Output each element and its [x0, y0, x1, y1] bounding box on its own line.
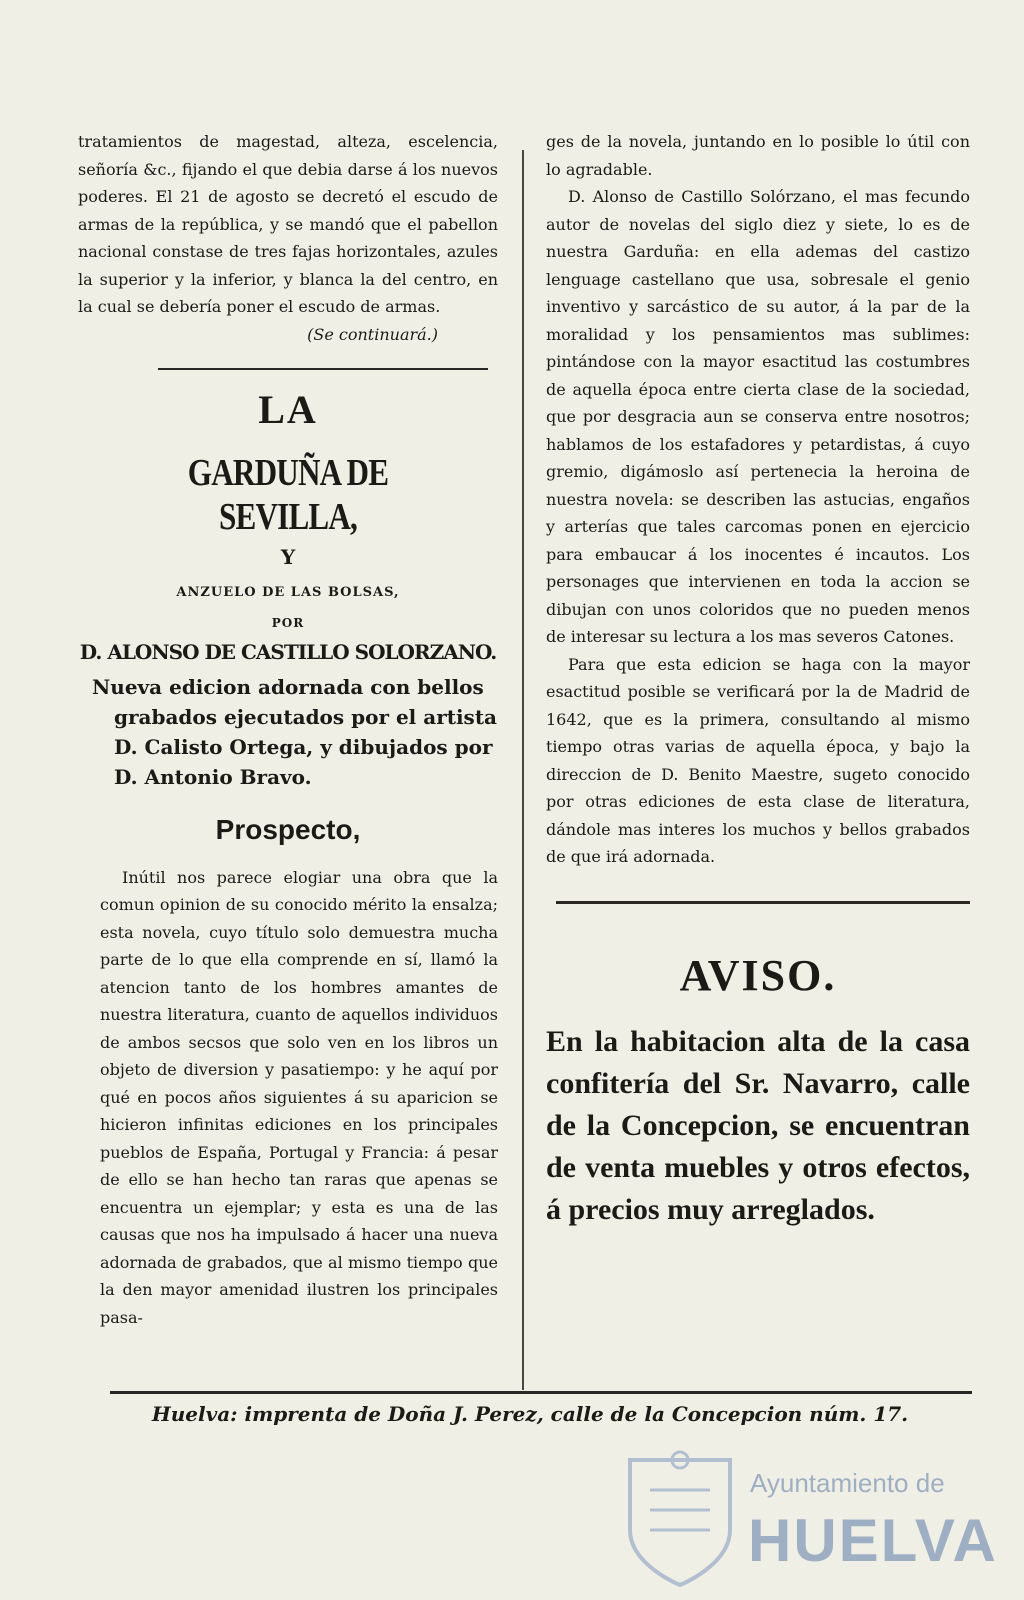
left-column — [78, 128, 498, 1331]
book-title-la: LA — [258, 386, 318, 432]
imprint-line: Huelva: imprenta de Doña J. Perez, calle de la Concepcion núm. 17. — [151, 1402, 909, 1426]
castillo-paragraph: D. Alonso de Castillo Solórzano, el mas fecundo autor de novelas del siglo diez y siete, lo es de nuestra Garduña: en ella ademas del castizo lenguage castellano que usa, sobresale el genio inventivo y sarcástico de su autor, á la par de la moralidad y los pensamientos mas sublimes: pintándose con la mayor esactitud las costumbres de aquella época entre cierta clase de la sociedad, que por desgracia aun se conserva entre nosotros; hablamos de los estafadores y petardistas, á cuyo gremio, digámoslo así pertenecia la heroina de nuestra novela: se describen las astucias, engaños y arterías que tales carcomas ponen en ejercicio para embaucar á los inocentes é incautos. Los personages que intervienen en toda la accion se dibujan con unos coloridos que no pueden menos de interesar su lectura a los mas severos Catones. — [546, 187, 970, 646]
book-por: POR — [271, 615, 305, 630]
book-author: D. ALONSO DE CASTILLO SOLORZANO. — [79, 639, 497, 664]
shield-icon — [620, 1450, 740, 1590]
continuation-paragraph: ges de la novela, juntando en lo posible lo útil con lo agradable. — [546, 132, 970, 179]
prospecto-paragraph: Inútil nos parece elogiar una obra que la comun opinion de su conocido mérito la ensalza; esta novela, cuyo título solo demuestra mucha parte de lo que ella comprende en sí, llamó la atencion tanto de los hombres amantes de nuestra literatura, cuanto de aquellos individuos de ambos secsos que solo ven en los libros un objeto de diversion y pasatiempo: y he aquí por qué en pocos años siguientes á su aparicion se hicieron infinitas ediciones en los principales pueblos de España, Portugal y Francia: á pesar de ello se han hecho tan raras que apenas se encuentra un ejemplar; y esta es una de las causas que nos ha impulsado á hacer una nueva adornada de grabados, que al mismo tiempo que la den mayor amenidad ilustren los principales pasa- — [100, 867, 498, 1327]
section-divider — [158, 368, 488, 370]
continuara-note: (Se continuará.) — [307, 324, 438, 344]
edition-description: Nueva edicion adornada con bellos grabados ejecutados por el artista D. Calisto Ortega, y dibujados por D. Antonio Bravo. — [92, 674, 498, 789]
archive-watermark — [610, 1450, 998, 1590]
aviso-divider — [556, 901, 970, 904]
column-divider — [522, 150, 524, 1390]
footer-divider — [110, 1391, 972, 1394]
edicion-paragraph: Para que esta edicion se haga con la mayor esactitud posible se verificará por la de Madrid de 1642, que es la primera, consultando al mismo tiempo otras varias de aquella época, y bajo la direccion de D. Benito Maestre, sugeto conocido por otras ediciones de esta clase de literatura, dándole mas interes los muchos y bellos grabados de que irá adornada. — [546, 654, 970, 866]
prospecto-heading: Prospecto, — [215, 813, 361, 845]
aviso-heading: AVISO. — [679, 950, 837, 1000]
aviso-paragraph: En la habitacion alta de la casa confitería del Sr. Navarro, calle de la Concepcion, se encuentran de venta muebles y otros efectos, á precios muy arreglados. — [546, 1024, 970, 1226]
book-title-main: GARDUÑA DE SEVILLA, — [187, 451, 389, 538]
intro-paragraph: tratamientos de magestad, alteza, escelencia, señoría &c., fijando el que debia darse á los nuevos poderes. El 21 de agosto se decretó el escudo de armas de la república, y se mandó que el pabellon nacional constase de tres fajas horizontales, azules la superior y la inferior, y blanca la del centro, en la cual se debería poner el escudo de armas. — [78, 132, 498, 316]
book-title-y: Y — [280, 544, 296, 569]
watermark-line2: HUELVA — [748, 1507, 998, 1574]
right-column — [546, 128, 970, 1231]
book-subtitle: ANZUELO DE LAS BOLSAS, — [176, 584, 400, 600]
watermark-line1: Ayuntamiento de — [750, 1468, 945, 1498]
